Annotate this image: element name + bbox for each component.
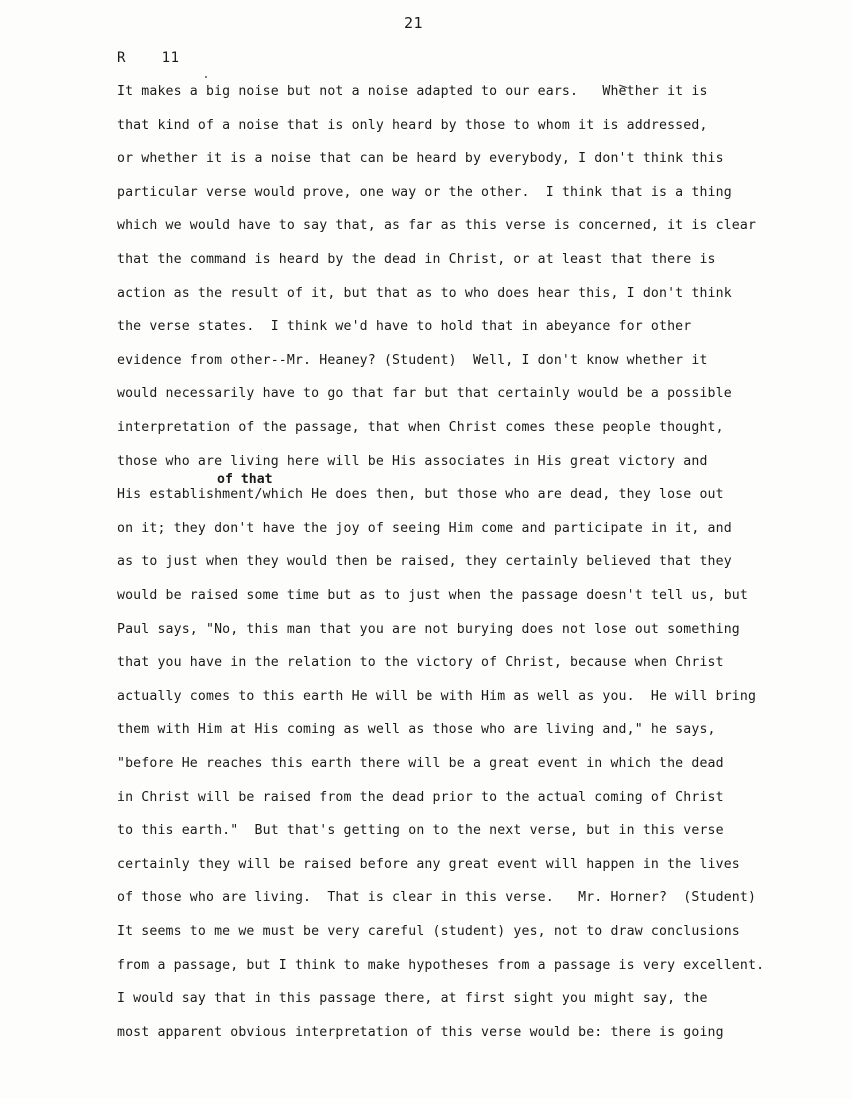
text-line: His establishment/which He does then, but those who are dead, they lose out — [117, 487, 724, 502]
text-line: from a passage, but I think to make hypotheses from a passage is very excellent. — [117, 958, 765, 973]
text-line: in Christ will be raised from the dead prior to the actual coming of Christ — [117, 790, 724, 805]
text-line: which we would have to say that, as far as this verse is concerned, it is clear — [117, 218, 757, 233]
text-line: "before He reaches this earth there will be a great event in which the dead — [117, 756, 724, 771]
reference-marker: R 11 — [117, 50, 180, 66]
text-line: or whether it is a noise that can be heard by everybody, I don't think this — [117, 151, 724, 166]
text-line: that kind of a noise that is only heard by those to whom it is addressed, — [117, 118, 708, 133]
text-line: that you have in the relation to the victory of Christ, because when Christ — [117, 655, 724, 670]
text-line: I would say that in this passage there, at first sight you might say, the — [117, 991, 708, 1006]
text-line: interpretation of the passage, that when Christ comes these people thought, — [117, 420, 724, 435]
text-line: evidence from other--Mr. Heaney? (Student) Well, I don't know whether it — [117, 353, 708, 368]
text-line: most apparent obvious interpretation of this verse would be: there is going — [117, 1025, 724, 1040]
text-line: as to just when they would then be raised, they certainly believed that they — [117, 554, 732, 569]
text-line: to this earth." But that's getting on to the next verse, but in this verse — [117, 823, 724, 838]
text-line: the verse states. I think we'd have to hold that in abeyance for other — [117, 319, 692, 334]
text-line: certainly they will be raised before any great event will happen in the lives — [117, 857, 740, 872]
ink-speck — [205, 76, 207, 78]
text-line: action as the result of it, but that as to who does hear this, I don't think — [117, 286, 732, 301]
text-line: of those who are living. That is clear in this verse. Mr. Horner? (Student) — [117, 890, 757, 905]
text-line: Paul says, "No, this man that you are not burying does not lose out something — [117, 622, 740, 637]
text-line: those who are living here will be His associates in His great victory and — [117, 454, 708, 469]
interlinear-insertion: of that — [217, 472, 273, 487]
text-line: It seems to me we must be very careful (student) yes, not to draw conclusions — [117, 924, 740, 939]
text-line: them with Him at His coming as well as those who are living and," he says, — [117, 722, 716, 737]
text-line: would be raised some time but as to just when the passage doesn't tell us, but — [117, 588, 748, 603]
page-number: 21 — [404, 14, 424, 32]
text-line: on it; they don't have the joy of seeing Him come and participate in it, and — [117, 521, 732, 536]
text-line: It makes a big noise but not a noise adapted to our ears. Whether it is — [117, 84, 708, 99]
text-line: particular verse would prove, one way or the other. I think that is a thing — [117, 185, 732, 200]
text-line: actually comes to this earth He will be with Him as well as you. He will bring — [117, 689, 757, 704]
text-line: that the command is heard by the dead in Christ, or at least that there is — [117, 252, 716, 267]
text-line: would necessarily have to go that far but that certainly would be a possible — [117, 386, 732, 401]
